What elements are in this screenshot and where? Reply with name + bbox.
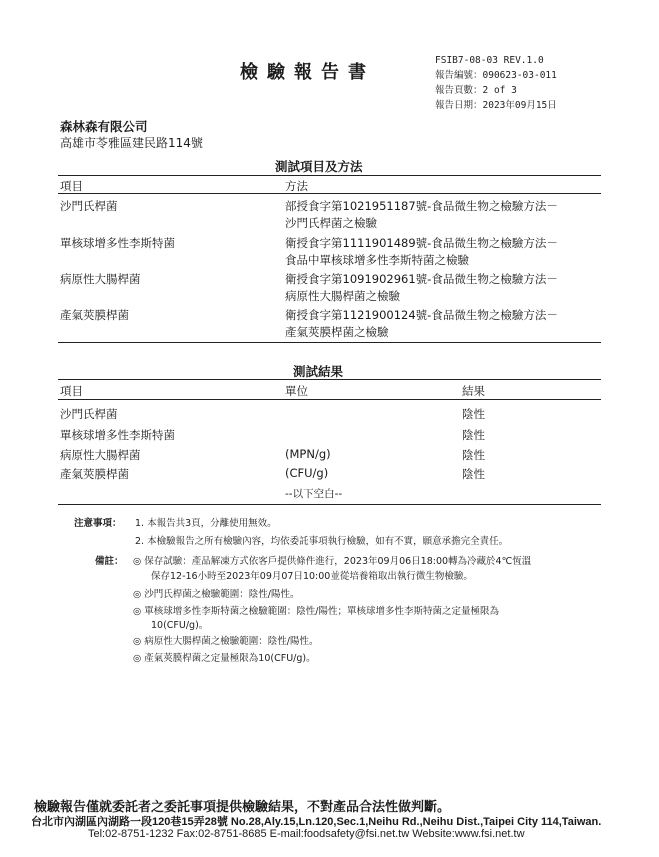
results-col-unit: 單位 (285, 384, 308, 398)
results-header-rule (58, 399, 601, 400)
notes-label: 注意事項： (74, 518, 122, 529)
methods-section-title: 測試項目及方法 (275, 159, 363, 174)
results-row-item: 產氣莢膜桿菌 (60, 467, 129, 481)
methods-row-method-line1: 衛授食字第1121900124號-食品微生物之檢驗方法－ (285, 308, 558, 322)
results-col-result: 結果 (462, 384, 485, 398)
note-item: 1. 本報告共3頁，分離使用無效。 (135, 518, 277, 529)
remark-item: ◎ 單核球增多性李斯特菌之檢驗範圍：陰性/陽性；單核球增多性李斯特菌之定量極限為 (133, 606, 500, 617)
results-row-item: 病原性大腸桿菌 (60, 448, 141, 462)
results-row-item: 單核球增多性李斯特菌 (60, 428, 175, 442)
results-top-rule (58, 379, 601, 380)
results-section-title: 測試結果 (293, 364, 344, 379)
remark-item: ◎ 沙門氏桿菌之檢驗範圍：陰性/陽性。 (133, 589, 300, 600)
results-row-result: 陰性 (462, 467, 485, 481)
methods-row-method-line1: 衛授食字第1111901489號-食品微生物之檢驗方法－ (285, 236, 558, 250)
report-pages: 報告頁數：2 of 3 (435, 85, 517, 96)
client-address: 高雄市苓雅區建民路114號 (60, 136, 203, 150)
remark-item: 10(CFU/g)。 (151, 620, 209, 631)
remark-item: ◎ 產氣莢膜桿菌之定量極限為10(CFU/g)。 (133, 653, 316, 664)
results-col-item: 項目 (60, 384, 83, 398)
note-item: 2. 本檢驗報告之所有檢驗內容，均依委託事項執行檢驗，如有不實，願意承擔完全責任。 (135, 536, 509, 547)
methods-row-method-line2: 產氣莢膜桿菌之檢驗 (285, 325, 389, 339)
methods-row-method-line2: 食品中單核球增多性李斯特菌之檢驗 (285, 253, 469, 267)
remark-item: ◎ 保存試驗：產品解凍方式依客戶提供條件進行，2023年09月06日18:00轉為冷藏於4℃恆溫 (133, 556, 532, 567)
report-number: 報告編號：090623-03-011 (435, 70, 557, 81)
methods-top-rule (58, 175, 601, 176)
doc-code: FSIB7-08-03 REV.1.0 (435, 55, 544, 66)
methods-row-item: 產氣莢膜桿菌 (60, 308, 129, 322)
results-row-result: 陰性 (462, 407, 485, 421)
methods-col-method: 方法 (285, 179, 308, 193)
report-date: 報告日期：2023年09月15日 (435, 100, 557, 111)
client-name: 森林森有限公司 (60, 119, 148, 134)
methods-row-item: 單核球增多性李斯特菌 (60, 236, 175, 250)
results-row-result: 陰性 (462, 428, 485, 442)
remark-item: ◎ 病原性大腸桿菌之檢驗範圍：陰性/陽性。 (133, 636, 319, 647)
methods-row-method-line1: 部授食字第1021951187號-食品微生物之檢驗方法－ (285, 199, 558, 213)
methods-col-item: 項目 (60, 179, 83, 193)
results-bottom-rule (58, 504, 601, 505)
methods-row-item: 沙門氏桿菌 (60, 199, 118, 213)
results-row-result: 陰性 (462, 448, 485, 462)
footer-contact: Tel:02-8751-1232 Fax:02-8751-8685 E-mail:foodsafety@fsi.net.tw Website:www.fsi.net.tw (88, 828, 525, 840)
methods-row-method-line2: 沙門氏桿菌之檢驗 (285, 216, 377, 230)
methods-row-method-line1: 衛授食字第1091902961號-食品微生物之檢驗方法－ (285, 272, 558, 286)
report-title: 檢驗報告書 (240, 62, 375, 83)
footer-address: 台北市內湖區內湖路一段120巷15弄28號 No.28,Aly.15,Ln.120,Sec.1,Neihu Rd.,Neihu Dist.,Taipei City 114,Taiwan. (31, 816, 602, 828)
methods-row-item: 病原性大腸桿菌 (60, 272, 141, 286)
methods-bottom-rule (58, 342, 601, 343)
remark-item: 保存12-16小時至2023年09月07日10:00並從培養箱取出執行微生物檢驗。 (151, 571, 473, 582)
results-row-item: 沙門氏桿菌 (60, 407, 118, 421)
results-blank-marker: --以下空白-- (285, 488, 343, 500)
results-row-unit: (MPN/g) (285, 447, 331, 461)
footer-statement: 檢驗報告僅就委託者之委託事項提供檢驗結果，不對產品合法性做判斷。 (34, 800, 451, 815)
remarks-label: 備註： (95, 556, 124, 567)
results-row-unit: (CFU/g) (285, 466, 329, 480)
methods-row-method-line2: 病原性大腸桿菌之檢驗 (285, 289, 400, 303)
methods-header-rule (58, 193, 601, 194)
